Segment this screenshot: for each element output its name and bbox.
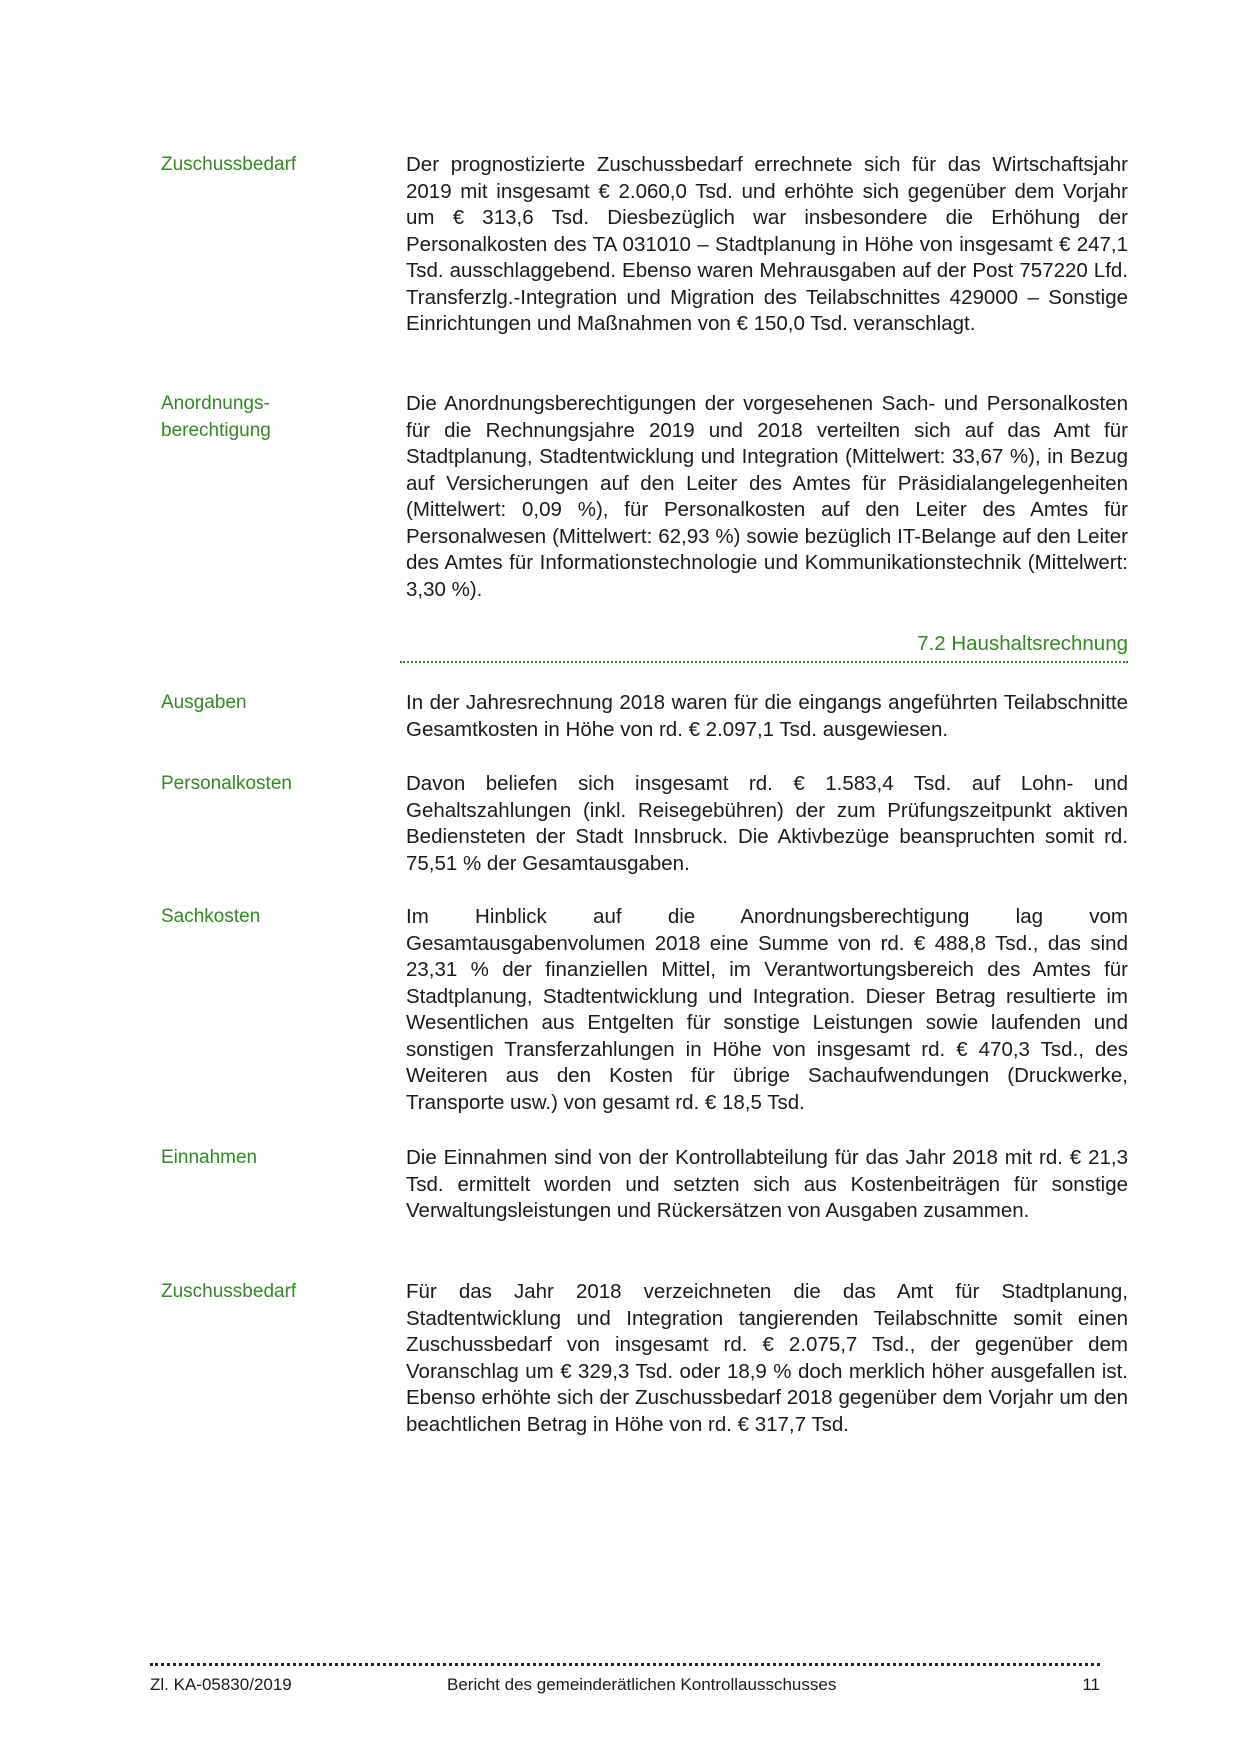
paragraph: Im Hinblick auf die Anordnungsberechtigung lag vom Gesamtausgabenvolumen 2018 eine Summe von rd. € 488,8 Tsd., das sind 23,31 % der finanziellen Mittel, im Verantwortungsbereich des Amtes für Stadtplanung, Stadtentwicklung und Integration. Dieser Betrag resultierte im Wesentlichen aus Entgelten für sonstige Leistungen sowie laufenden und sonstigen Transferzahlungen in Höhe von insgesamt rd. € 470,3 Tsd., des Weiteren aus den Kosten für übrige Sachaufwendungen (Druckwerke, Transporte usw.) von gesamt rd. € 18,5 Tsd. [406,905,1128,1114]
margin-label: Personalkosten [161,773,292,794]
page-number: 11 [1082,1675,1100,1694]
heading-divider [400,661,1128,663]
margin-label: Zuschussbedarf [161,154,297,175]
footer-divider [150,1663,1100,1666]
paragraph: Davon beliefen sich insgesamt rd. € 1.583,4 Tsd. auf Lohn- und Gehaltszahlungen (inkl. Reisegebühren) der zum Prüfungszeitpunkt aktiven Bediensteten der Stadt Innsbruck. Die Aktivbezüge beanspruchten somit rd. 75,51 % der Gesamtausgaben. [406,772,1128,875]
footer-reference: Zl. KA-05830/2019 [150,1675,292,1694]
footer-title: Bericht des gemeinderätlichen Kontrollausschusses [447,1675,837,1694]
margin-label: Einnahmen [161,1147,258,1168]
paragraph: Der prognostizierte Zuschussbedarf errechnete sich für das Wirtschaftsjahr 2019 mit insgesamt € 2.060,0 Tsd. und erhöhte sich gegenüber dem Vorjahr um € 313,6 Tsd. Diesbezüglich war insbesondere die Erhöhung der Personalkosten des TA 031010 – Stadtplanung in Höhe von insgesamt € 247,1 Tsd. ausschlaggebend. Ebenso waren Mehrausgaben auf der Post 757220 Lfd. Transferzlg.-Integration und Migration des Teilabschnittes 429000 – Sonstige Einrichtungen und Maßnahmen von € 150,0 Tsd. veranschlagt. [406,153,1128,335]
margin-label: Anordnungs- berechtigung [161,393,271,441]
margin-label: Zuschussbedarf [161,1281,297,1302]
paragraph: Die Anordnungsberechtigungen der vorgesehenen Sach- und Personalkosten für die Rechnungsjahre 2019 und 2018 verteilten sich auf das Amt für Stadtplanung, Stadtentwicklung und Integration (Mittelwert: 33,67 %), in Bezug auf Versicherungen auf den Leiter des Amtes für Präsidialangelegenheiten (Mittelwert: 0,09 %), für Personalkosten auf den Leiter des Amtes für Personalwesen (Mittelwert: 62,93 %) sowie bezüglich IT-Belange auf den Leiter des Amtes für Informationstechnologie und Kommunikationstechnik (Mittelwert: 3,30 %). [406,392,1128,601]
margin-label: Ausgaben [161,692,247,713]
paragraph: Die Einnahmen sind von der Kontrollabteilung für das Jahr 2018 mit rd. € 21,3 Tsd. ermittelt worden und setzten sich aus Kostenbeiträgen für sonstige Verwaltungsleistungen und Rückersätzen von Ausgaben zusammen. [406,1146,1128,1222]
paragraph: In der Jahresrechnung 2018 waren für die eingangs angeführten Teilabschnitte Gesamtkosten in Höhe von rd. € 2.097,1 Tsd. ausgewiesen. [406,691,1128,741]
section-heading: 7.2 Haushaltsrechnung [917,632,1128,655]
margin-label: Sachkosten [161,906,261,927]
paragraph: Für das Jahr 2018 verzeichneten die das Amt für Stadtplanung, Stadtentwicklung und Integration tangierenden Teilabschnitte somit einen Zuschussbedarf von insgesamt rd. € 2.075,7 Tsd., der gegenüber dem Voranschlag um € 329,3 Tsd. oder 18,9 % doch merklich höher ausgefallen ist. Ebenso erhöhte sich der Zuschussbedarf 2018 gegenüber dem Vorjahr um den beachtlichen Betrag in Höhe von rd. € 317,7 Tsd. [406,1280,1128,1436]
